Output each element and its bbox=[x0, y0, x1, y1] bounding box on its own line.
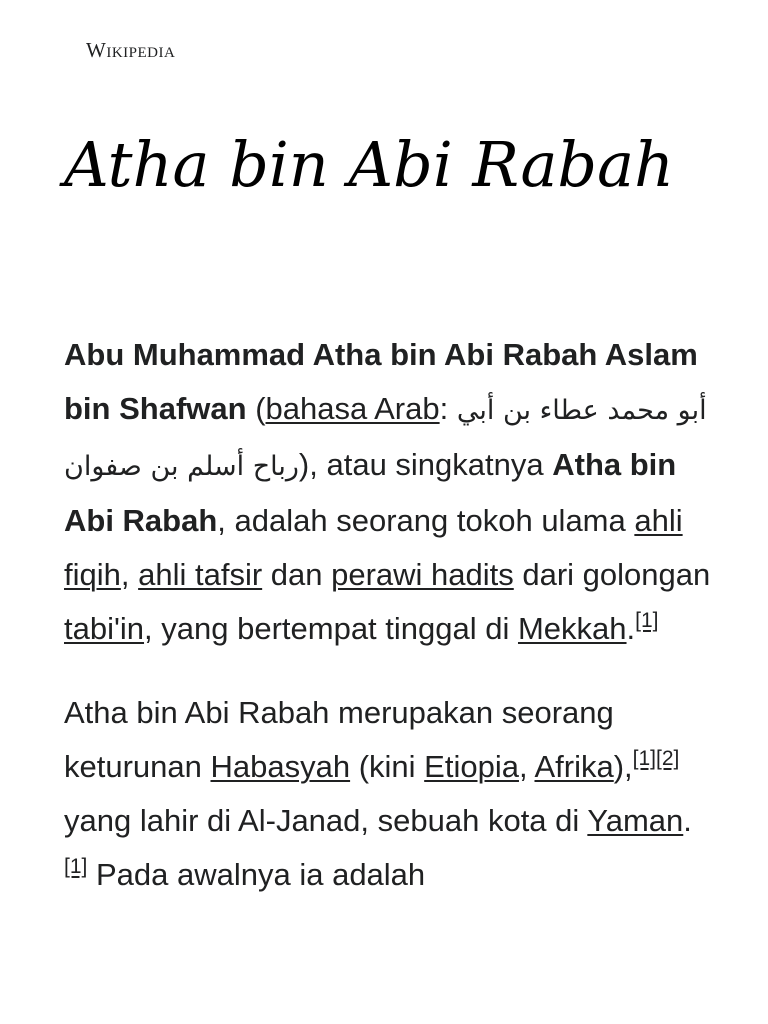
link-yaman[interactable]: Yaman bbox=[587, 803, 684, 838]
text-run: Atha bin Abi Rabah merupakan seorang keturunan bbox=[64, 695, 614, 784]
text-run: . bbox=[626, 611, 636, 646]
reference-link[interactable]: [1] bbox=[632, 747, 657, 770]
text-run: , yang bertempat tinggal di bbox=[144, 611, 518, 646]
text-run: (kini bbox=[350, 749, 425, 784]
article-content bbox=[64, 328, 714, 932]
arabic-name: أبو محمد عطاء بن أبي رباح أسلم بن صفوان bbox=[64, 395, 707, 482]
text-run: ( bbox=[246, 391, 266, 426]
reference-link[interactable]: [1] bbox=[635, 609, 659, 632]
text-run: dan bbox=[262, 557, 332, 592]
reference-link[interactable]: [2] bbox=[656, 747, 680, 770]
bold-full-name: Abu Muhammad Atha bin Abi Rabah Aslam bin Shafwan bbox=[64, 337, 698, 426]
article-paragraph-2 bbox=[64, 686, 714, 902]
text-run: ), bbox=[613, 749, 633, 784]
link-perawi-hadits[interactable]: perawi hadits bbox=[331, 557, 514, 592]
text-run: dari golongan bbox=[513, 557, 711, 592]
link-ahli-fiqih[interactable]: ahli fiqih bbox=[64, 503, 683, 592]
text-run: , bbox=[120, 557, 139, 592]
wikipedia-logo[interactable]: Wikipedia bbox=[86, 38, 176, 62]
text-run: yang lahir di Al-Janad, sebuah kota di bbox=[64, 803, 588, 838]
link-mekkah[interactable]: Mekkah bbox=[517, 611, 627, 646]
text-run: , bbox=[518, 749, 535, 784]
link-afrika[interactable]: Afrika bbox=[534, 749, 614, 784]
article-paragraph-1 bbox=[64, 328, 714, 656]
text-run: ), atau singkatnya bbox=[298, 447, 553, 482]
link-etiopia[interactable]: Etiopia bbox=[424, 749, 519, 784]
page-title: Atha bin Abi Rabah bbox=[64, 128, 675, 201]
link-ahli-tafsir[interactable]: ahli tafsir bbox=[138, 557, 263, 592]
text-run: : bbox=[439, 391, 457, 426]
reference-link[interactable]: [1] bbox=[64, 855, 88, 878]
link-tabiin[interactable]: tabi'in bbox=[64, 611, 145, 646]
link-bahasa-arab[interactable]: bahasa Arab bbox=[265, 391, 440, 426]
bold-short-name: Atha bin Abi Rabah bbox=[64, 447, 677, 538]
text-run: , adalah seorang tokoh ulama bbox=[217, 503, 635, 538]
link-habasyah[interactable]: Habasyah bbox=[210, 749, 351, 784]
text-run: . bbox=[683, 803, 692, 838]
text-run: Pada awalnya ia adalah bbox=[87, 857, 426, 892]
